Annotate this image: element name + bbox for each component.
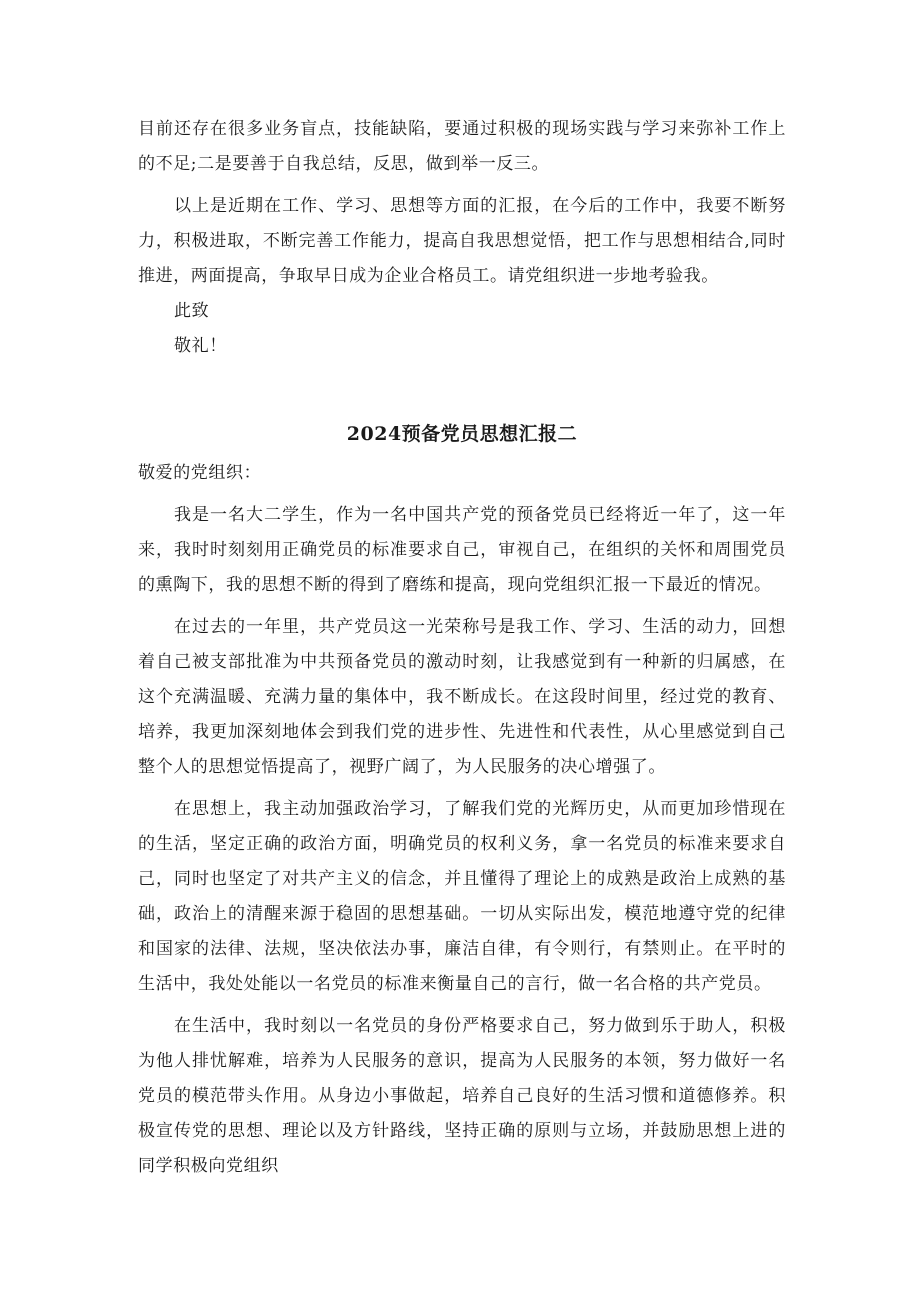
closing-salute: 敬礼！ [174, 336, 227, 356]
body-paragraph: 在过去的一年里，共产党员这一光荣称号是我工作、学习、生活的动力，回想着自己被支部批准为中共预备党员的激动时刻，让我感觉到有一种新的归属感，在这个充满温暖、充满力量的集体中，我不断成长。在这段时间里，经过党的教育、培养，我更加深刻地体会到我们党的进步性、先进性和代表性，从心里感觉到自己整个人的思想觉悟提高了，视野广阔了，为人民服务的决心增强了。 [138, 617, 786, 777]
continued-paragraph: 目前还存在很多业务盲点，技能缺陷，要通过积极的现场实践与学习来弥补工作上的不足;二是要善于自我总结，反思，做到举一反三。 [138, 119, 786, 174]
salutation: 敬爱的党组织： [138, 463, 262, 483]
document-body [138, 112, 786, 1184]
summary-paragraph: 以上是近期在工作、学习、思想等方面的汇报，在今后的工作中，我要不断努力，积极进取，不断完善工作能力，提高自我思想觉悟，把工作与思想相结合,同时推进，两面提高，争取早日成为企业合格员工。请党组织进一步地考验我。 [138, 196, 786, 286]
closing-regards: 此致 [174, 301, 210, 321]
body-paragraph: 我是一名大二学生，作为一名中国共产党的预备党员已经将近一年了，这一年来，我时时刻刻用正确党员的标准要求自己，审视自己，在组织的关怀和周围党员的熏陶下，我的思想不断的得到了磨练和提高，现向党组织汇报一下最近的情况。 [138, 505, 786, 595]
body-paragraph: 在生活中，我时刻以一名党员的身份严格要求自己，努力做到乐于助人，积极为他人排忧解难，培养为人民服务的意识，提高为人民服务的本领，努力做好一名党员的模范带头作用。从身边小事做起，培养自己良好的生活习惯和道德修养。积极宣传党的思想、理论以及方针路线，坚持正确的原则与立场，并鼓励思想上进的同学积极向党组织 [138, 1016, 786, 1176]
report-title: 2024预备党员思想汇报二 [346, 423, 578, 445]
body-paragraph: 在思想上，我主动加强政治学习，了解我们党的光辉历史，从而更加珍惜现在的生活，坚定正确的政治方面，明确党员的权利义务，拿一名党员的标准来要求自己，同时也坚定了对共产主义的信念，并且懂得了理论上的成熟是政治上成熟的基础，政治上的清醒来源于稳固的思想基础。一切从实际出发，模范地遵守党的纪律和国家的法律、法规，坚决依法办事，廉洁自律，有令则行，有禁则止。在平时的生活中，我处处能以一名党员的标准来衡量自己的言行，做一名合格的共产党员。 [138, 799, 786, 994]
